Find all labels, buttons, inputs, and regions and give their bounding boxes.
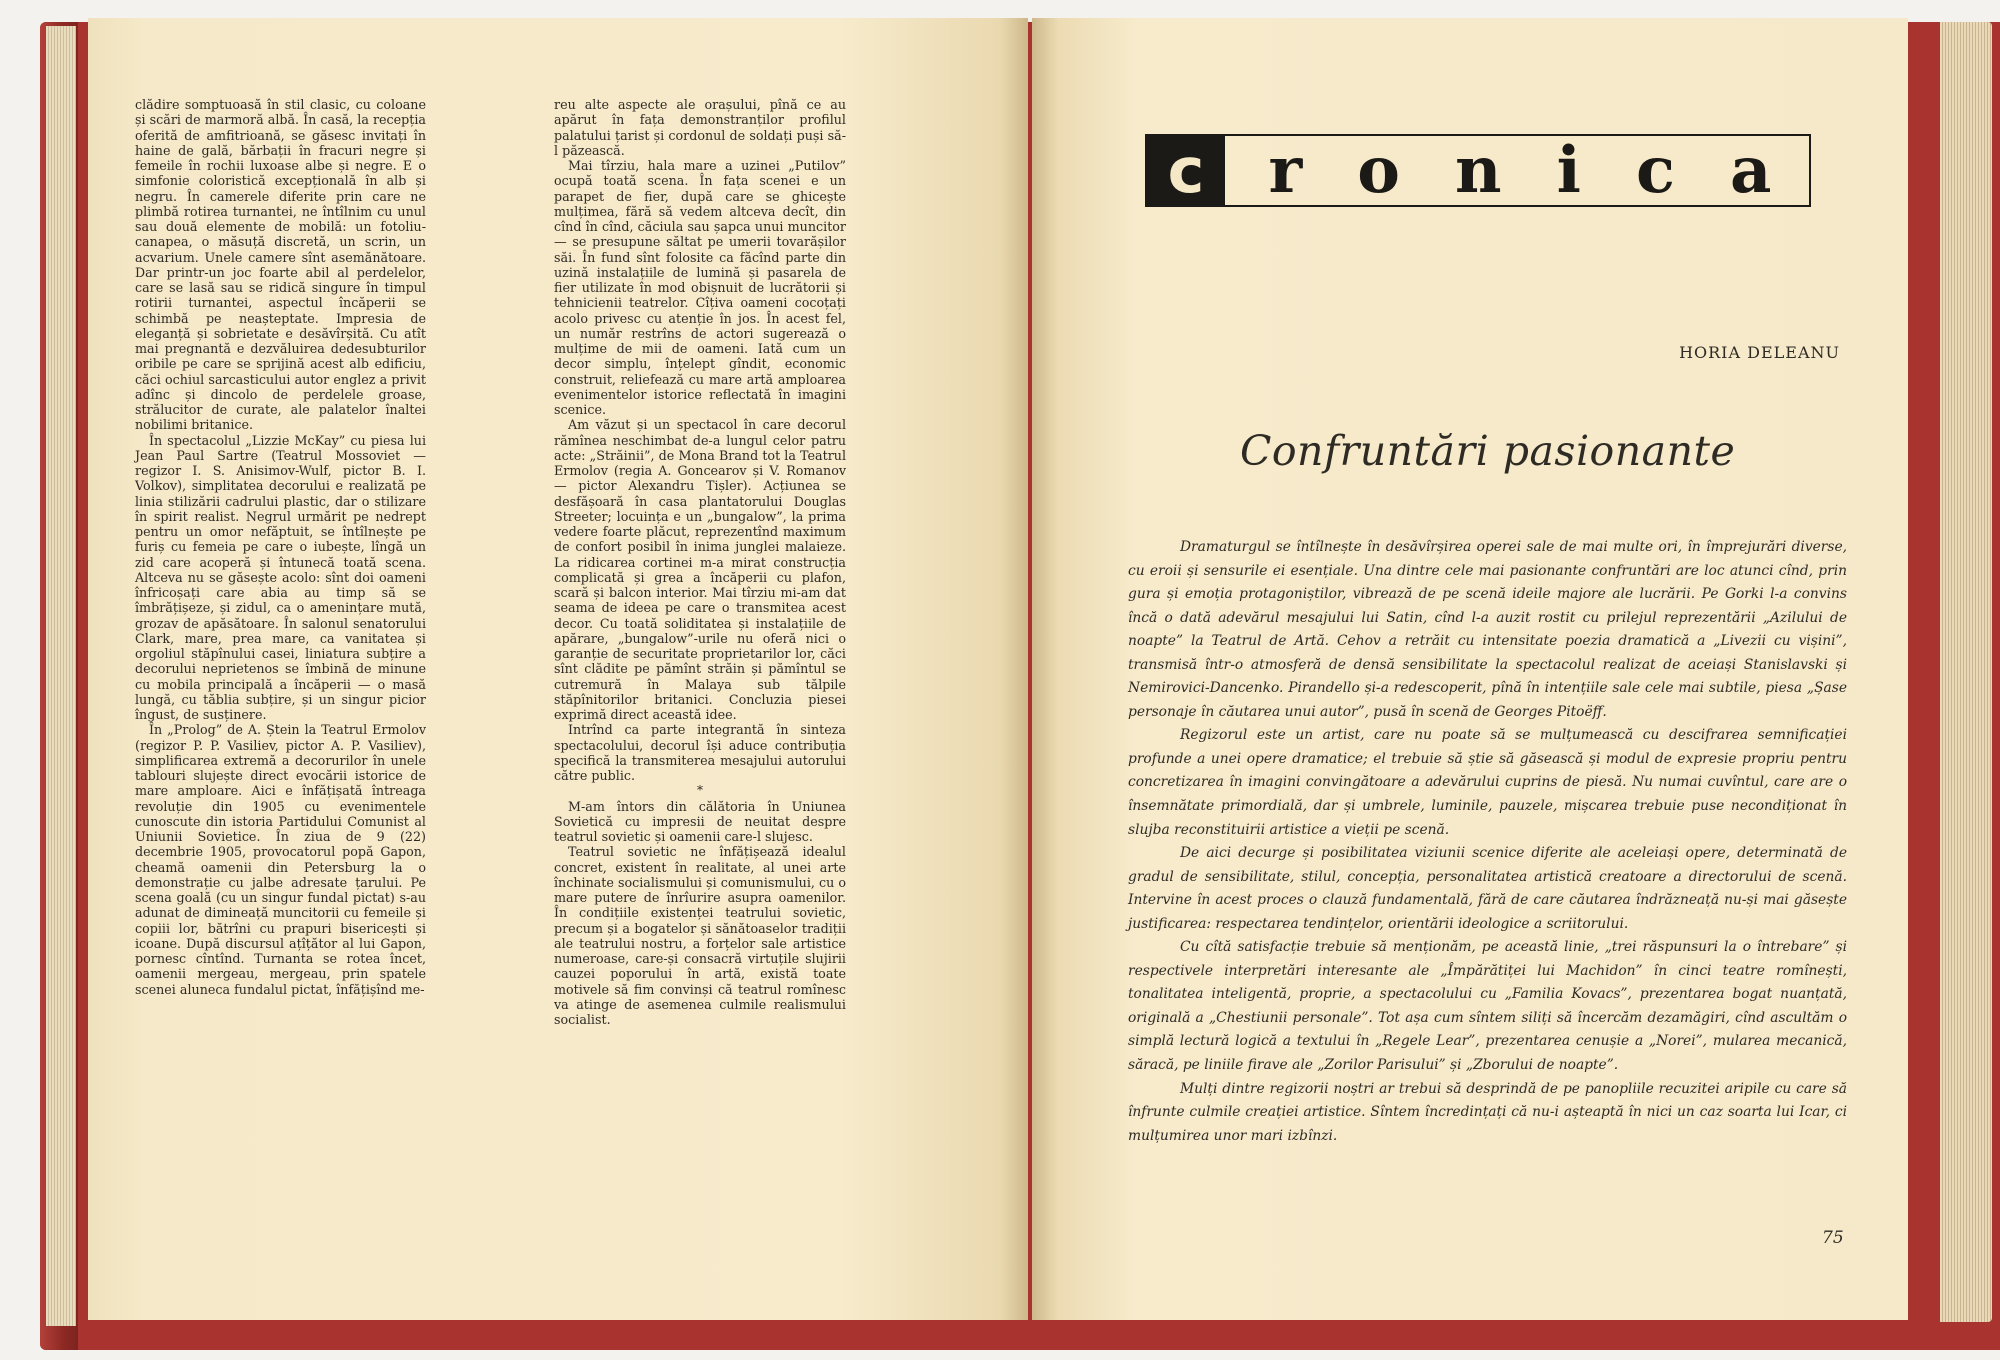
column-paragraph: M-am întors din călătoria în Uniunea Sovietică cu impresii de neuitat despre teatrul sovietic și oamenii care-l slujesc. xyxy=(554,798,846,844)
page-number: 75 xyxy=(1822,1228,1844,1248)
masthead-letter: i xyxy=(1556,132,1581,208)
masthead-first-letter: c xyxy=(1167,133,1205,207)
column-paragraph: Intrînd ca parte integrantă în sinteza spectacolului, decorul își aduce contribuția specifică la transmiterea mesajului autorului către public. xyxy=(554,722,846,783)
masthead-letters xyxy=(1225,132,1809,208)
article-paragraph: Dramaturgul se întîlnește în desăvîrșirea operei sale de mai multe ori, în împrejurări diverse, cu eroii și sensurile ei esențiale. Una dintre cele mai pasionante confruntări are loc atunci cînd, prin gura și emoția protagoniștilor, vibrează de pe scenă ideile majore ale lucrării. Pe Gorki l-a convins încă o dată adevărul mesajului lui Satin, cînd l-a auzit rostit cu prilejul reprezentării „Azilului de noapte” la Teatrul de Artă. Cehov a retrăit cu intensitate poezia dramatică a „Livezii cu vișini”, transmisă într-o atmosferă de densă sensibilitate la spectacolul realizat de aceiași Stanislavski și Nemirovici-Dancenko. Pirandello și-a redescoperit, pînă în intențiile sale cele mai subtile, piesa „Șase personaje în căutarea unui autor”, pusă în scenă de Georges Pitoëff. xyxy=(1128,539,1847,720)
left-page-column-1 xyxy=(135,97,426,997)
left-page-column-2 xyxy=(554,97,846,1027)
article-paragraph: Mulți dintre regizorii noștri ar trebui să desprindă de pe panopliile recuzitei aripile cu care să înfrunte culmile creației artistice. Sîntem încredințați că nu-i așteaptă în nici un caz soarta lui Icar, ci mulțumirea unor mari izbînzi. xyxy=(1128,1080,1847,1144)
masthead-letter: o xyxy=(1357,132,1400,208)
masthead-first-letter-block xyxy=(1147,133,1225,207)
right-page-edges xyxy=(1940,22,1992,1322)
column-paragraph: clădire somptuoasă în stil clasic, cu coloane și scări de marmoră albă. În casă, la recepția oferită de amfitrioană, se găsesc invitați în haine de gală, bărbații în fracuri negre și femeile în rochii luxoase albe și negre. E o simfonie coloristică excepțională în alb și negru. În camerele diferite prin care ne plimbă rotirea turnantei, ne întîlnim cu unul sau două elemente de mobilă: un fotoliu-canapea, o măsuță discretă, un scrin, un acvarium. Unele camere sînt asemănătoare. Dar printr-un joc foarte abil al perdelelor, care se lasă sau se ridică singure în timpul rotirii turnantei, aspectul încăperii se schimbă pe neașteptate. Impresia de eleganță și sobrietate e desăvîrșită. Cu atît mai pregnantă e dezvăluirea dedesubturilor oribile pe care se sprijină acest alb edificiu, căci ochiul sarcasticului autor englez a privit adînc și dincolo de perdelele groase, strălucitor de curate, ale palatelor înaltei nobilimi britanice. xyxy=(135,97,426,433)
article-paragraph: De aici decurge și posibilitatea viziunii scenice diferite ale aceleiași opere, determinată de gradul de sensibilitate, stilul, concepția, personalitatea artistică creatoare a directorului de scenă. Intervine în acest proces o clauză fundamentală, fără de care căutarea îndrăzneață nu-și mai găsește justificarea: respectarea tendințelor, orientării ideologice a scriitorului. xyxy=(1128,845,1847,932)
article-title: Confruntări pasionante xyxy=(1240,427,1736,475)
column-paragraph: În spectacolul „Lizzie McKay” cu piesa lui Jean Paul Sartre (Teatrul Mossoviet — regizor I. S. Anisimov-Wulf, pictor B. I. Volkov), simplitatea decorului e realizată pe linia stilizării cadrului plastic, dar o stilizare în spirit realist. Negrul urmărit pe nedrept pentru un omor nefăptuit, se întîlnește pe furiș cu femeia pe care o iubește, lîngă un zid care acoperă și întunecă toată scena. Altceva nu se găsește acolo: sînt doi oameni înfricoșați care abia au timp să se îmbrățișeze, și zidul, ca o amenințare mută, grozav de apăsătoare. În salonul senatorului Clark, mare, prea mare, ca vanitatea și orgoliul stăpînului casei, liniatura subțire a decorului neprietenos se îmbină de minune cu mobila principală a încăperii — o masă lungă, cu tăblia subțire, și un singur picior îngust, de susținere. xyxy=(135,432,426,722)
column-paragraph: În „Prolog” de A. Ștein la Teatrul Ermolov (regizor P. P. Vasiliev, pictor A. P. Vasiliev), simplificarea extremă a decorurilor în unele tablouri slujește direct evocării istorice de mare amploare. Aici e înfățișată întreaga revoluție din 1905 cu evenimentele cunoscute din istoria Partidului Comunist al Uniunii Sovietice. În ziua de 9 (22) decembrie 1905, provocatorul popă Gapon, cheamă oamenii din Petersburg la o demonstrație cu jalbe adresate țarului. Pe scena goală (cu un singur fundal pictat) s-au adunat de dimineață muncitorii cu femeile și copiii lor, bătrîni cu prapuri bisericești și icoane. După discursul ațîțător al lui Gapon, pornesc cîntînd. Turnanta se rotea încet, oamenii mergeau, mergeau, prin spatele scenei aluneca fundalul pictat, înfățișînd me- xyxy=(135,722,426,997)
article-body xyxy=(1128,536,1847,1148)
article-paragraph: Regizorul este un artist, care nu poate să se mulțumească cu descifrarea semnificației profunde a unei opere dramatice; el trebuie să știe să găsească și modul de expresie propriu pentru concretizarea în imagini convingătoare a adevărului cuprins de piesă. Nu numai cuvîntul, care are o însemnătate primordială, dar și umbrele, luminile, pauzele, mișcarea trebuie puse necondiționat în slujba reconstituirii artistice a vieții pe scenă. xyxy=(1128,727,1847,838)
article-author: HORIA DELEANU xyxy=(1679,343,1840,362)
section-separator: * xyxy=(697,783,703,798)
masthead-letter: n xyxy=(1455,132,1502,208)
masthead-letter: a xyxy=(1729,132,1772,208)
cronica-masthead xyxy=(1145,134,1811,207)
article-paragraph: Cu cîtă satisfacție trebuie să menționăm, pe această linie, „trei răspunsuri la o întrebare” și respectivele interpretări interesante ale „Împărătiței lui Machidon” în cinci teatre romînești, tonalitatea inteligentă, proprie, a spectacolului cu „Familia Kovacs”, prezentarea bogat nuanțată, originală a „Chestiunii personale”. Tot așa cum sîntem siliți să încercăm dezamăgiri, cînd ascultăm o simplă lectură logică a textului în „Regele Lear”, prezentarea cenușie a „Norei”, mularea mecanică, săracă, pe liniile firave ale „Zorilor Parisului” și „Zborului de noapte”. xyxy=(1128,939,1847,1074)
column-paragraph: reu alte aspecte ale orașului, pînă ce au apărut în fața demonstranților profilul palatului țarist și cordonul de soldați puși să-l păzească. xyxy=(554,97,846,158)
masthead-letter: r xyxy=(1268,132,1303,208)
column-paragraph: Teatrul sovietic ne înfățișează idealul concret, existent în realitate, al unei arte închinate socialismului și comunismului, cu o mare putere de înrîurire asupra oamenilor. În condițiile existenței teatrului sovietic, precum și a bogatelor și sănătoaselor tradiții ale teatrului nostru, a forțelor sale artistice numeroase, care-și consacră virtuțile slujirii cauzei poporului în artă, există toate motivele să fim convinși că teatrul romînesc va atinge de asemenea culmile realismului socialist. xyxy=(554,844,846,1027)
column-paragraph: Am văzut și un spectacol în care decorul rămînea neschimbat de-a lungul celor patru acte: „Străinii”, de Mona Brand tot la Teatrul Ermolov (regia A. Goncearov și V. Romanov — pictor Alexandru Tișler). Acțiunea se desfășoară în casa plantatorului Douglas Streeter; locuința e un „bungalow”, la prima vedere foarte plăcut, reprezentînd maximum de confort posibil în inima junglei malaieze. La ridicarea cortinei m-a mirat construcția complicată și grea a încăperii cu plafon, scară și balcon interior. Mai tîrziu mi-am dat seama de ideea pe care o transmitea acest decor. Cu toată soliditatea și instalațiile de apărare, „bungalow”-urile nu oferă nici o garanție de securitate proprietarilor lor, căci sînt clădite pe pămînt străin și pămîntul se cutremură în Malaya sub tălpile stăpînitorilor britanici. Concluzia piesei exprimă direct această idee. xyxy=(554,417,846,722)
column-paragraph: Mai tîrziu, hala mare a uzinei „Putilov” ocupă toată scena. În fața scenei e un parapet de fier, după care se ghicește mulțimea, fără să vedem altceva decît, din cînd în cînd, căciula sau șapca unui muncitor — se presupune săltat pe umerii tovarășilor săi. În fund sînt folosite ca făcînd parte din uzină instalațiile de lumină și pasarela de fier utilizate în mod obișnuit de lucrătorii și tehnicienii teatrelor. Cîțiva oameni cocoțați acolo privesc cu atenție în jos. În acest fel, un număr restrîns de actori sugerează o mulțime de mii de oameni. Iată cum un decor simplu, înțelept gîndit, economic construit, reliefează cu mare artă amploarea evenimentelor istorice reflectată în imagini scenice. xyxy=(554,158,846,417)
masthead-letter: c xyxy=(1635,132,1675,208)
left-page-edges xyxy=(46,26,76,1326)
